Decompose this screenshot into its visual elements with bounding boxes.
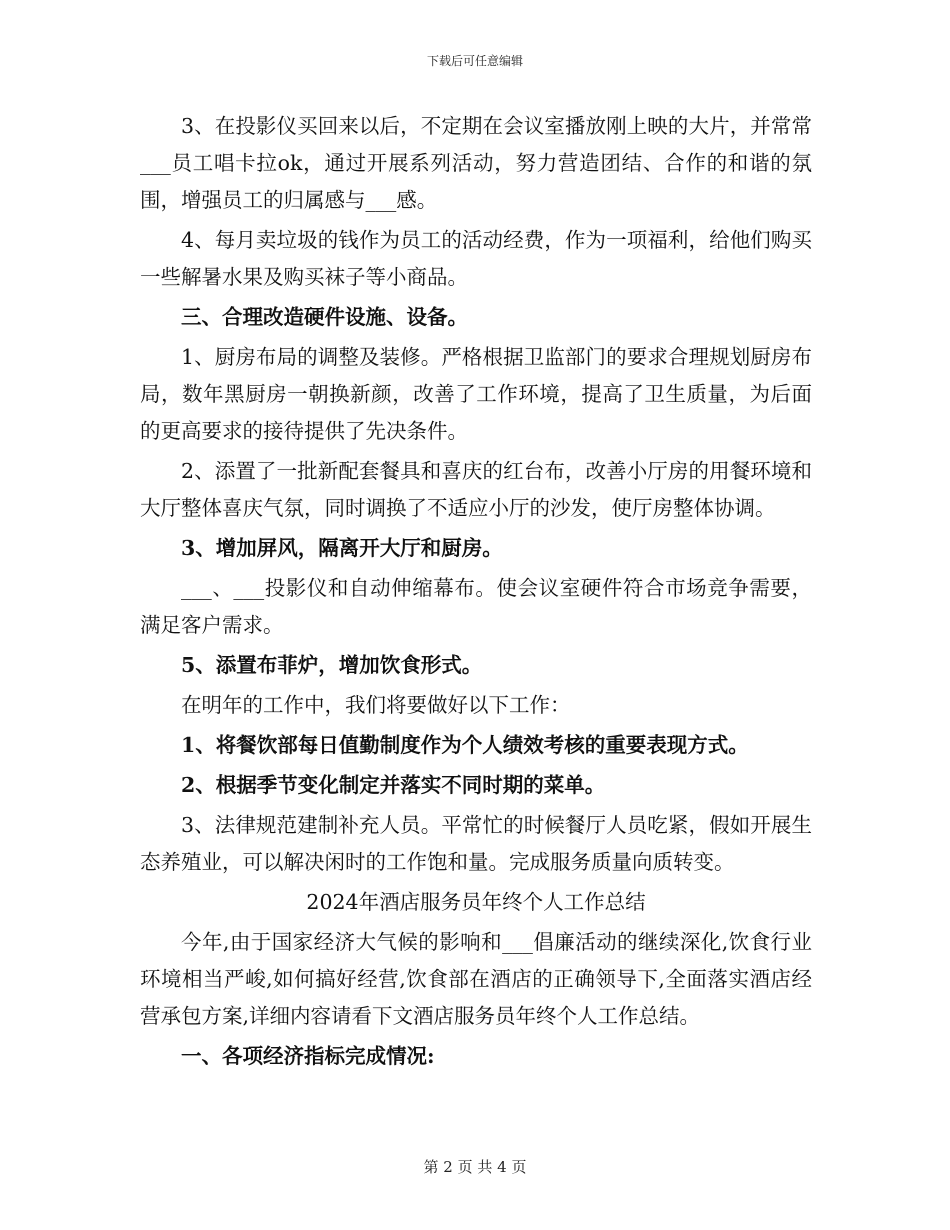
- document-body: [140, 108, 812, 1078]
- page-footer: 第 2 页 共 4 页: [423, 1158, 527, 1176]
- paragraph-bold: 3、增加屏风，隔离开大厅和厨房。: [181, 536, 503, 560]
- document-title: 2024年酒店服务员年终个人工作总结: [306, 890, 646, 914]
- paragraph-bold: 1、将餐饮部每日值勤制度作为个人绩效考核的重要表现方式。: [181, 733, 749, 757]
- paragraph: 在明年的工作中，我们将要做好以下工作：: [181, 693, 571, 717]
- paragraph: 1、厨房布局的调整及装修。严格根据卫监部门的要求合理规划厨房布局，数年黑厨房一朝换新颜，改善了工作环境，提高了卫生质量，为后面的更高要求的接待提供了先决条件。: [140, 345, 812, 443]
- section-heading: 三、合理改造硬件设施、设备。: [181, 305, 468, 329]
- paragraph: 4、每月卖垃圾的钱作为员工的活动经费，作为一项福利，给他们购买一些解暑水果及购买袜子等小商品。: [140, 228, 812, 289]
- paragraph-bold: 5、添置布菲炉，增加饮食形式。: [181, 653, 483, 677]
- section-heading: 一、各项经济指标完成情况:: [181, 1044, 435, 1068]
- paragraph-bold: 2、根据季节变化制定并落实不同时期的菜单。: [181, 773, 606, 797]
- paragraph: 3、法律规范建制补充人员。平常忙的时候餐厅人员吃紧，假如开展生态养殖业，可以解决闲时的工作饱和量。完成服务质量向质转变。: [140, 813, 812, 874]
- paragraph: 2、添置了一批新配套餐具和喜庆的红台布，改善小厅房的用餐环境和大厅整体喜庆气氛，同时调换了不适应小厅的沙发，使厅房整体协调。: [140, 459, 812, 520]
- paragraph: 今年,由于国家经济大气候的影响和___倡廉活动的继续深化,饮食行业环境相当严峻,如何搞好经营,饮食部在酒店的正确领导下,全面落实酒店经营承包方案,详细内容请看下文酒店服务员年终个人工作总结。: [140, 930, 812, 1028]
- paragraph: ___、___投影仪和自动伸缩幕布。使会议室硬件符合市场竞争需要，满足客户需求。: [140, 576, 812, 637]
- page-header: 下载后可任意编辑: [426, 54, 523, 68]
- paragraph: 3、在投影仪买回来以后，不定期在会议室播放刚上映的大片，并常常___员工唱卡拉ok，通过开展系列活动，努力营造团结、合作的和谐的氛围，增强员工的归属感与___感。: [140, 114, 812, 212]
